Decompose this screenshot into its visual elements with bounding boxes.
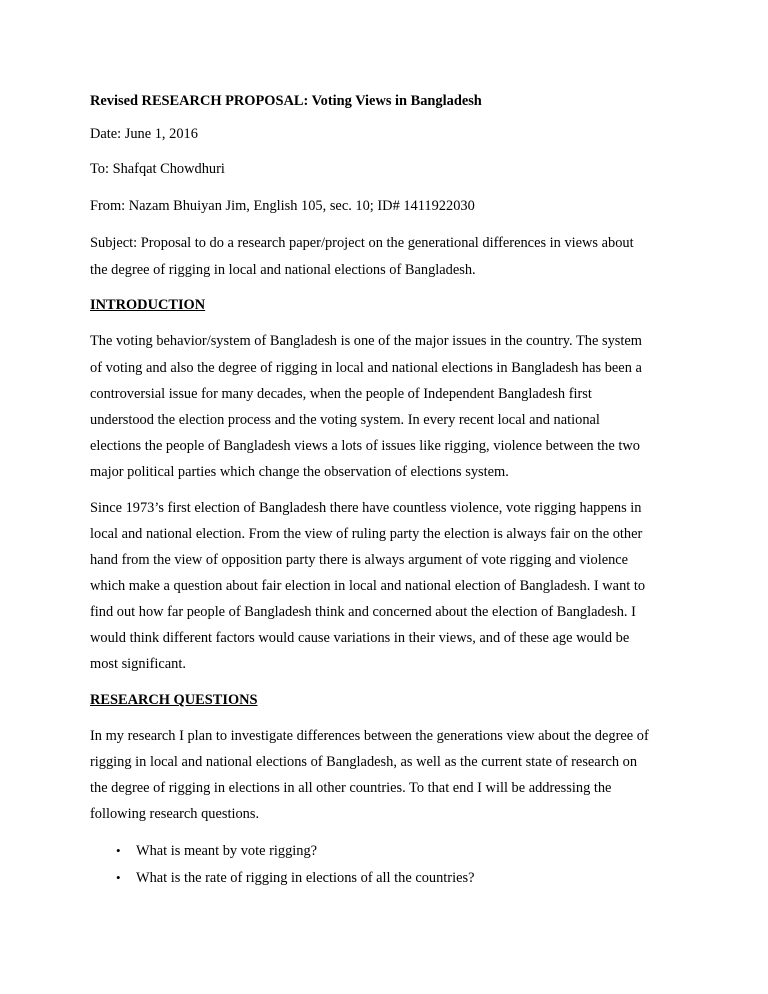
intro-paragraph-line: find out how far people of Bangladesh think and concerned about the election of Bangladesh. I — [90, 604, 636, 620]
intro-paragraph-line: most significant. — [90, 656, 186, 672]
subject-line: Subject: Proposal to do a research paper/project on the generational differences in views about — [90, 235, 634, 251]
bullet-icon: • — [116, 870, 121, 885]
intro-paragraph-line: of voting and also the degree of rigging in local and national elections in Bangladesh has been a — [90, 360, 642, 376]
proposal-title: Revised RESEARCH PROPOSAL: Voting Views in Bangladesh — [90, 93, 482, 109]
intro-paragraph-line: would think different factors would cause variations in their views, and of these age would be — [90, 630, 630, 646]
intro-paragraph-line: Since 1973’s first election of Bangladesh there have countless violence, vote rigging happens in — [90, 500, 642, 516]
intro-paragraph-line: elections the people of Bangladesh views a lots of issues like rigging, violence between the two — [90, 438, 640, 454]
intro-paragraph-line: major political parties which change the observation of elections system. — [90, 464, 509, 480]
from-line: From: Nazam Bhuiyan Jim, English 105, sec. 10; ID# 1411922030 — [90, 198, 475, 214]
research-paragraph-line: rigging in local and national elections of Bangladesh, as well as the current state of research on — [90, 754, 638, 770]
subject-line: the degree of rigging in local and national elections of Bangladesh. — [90, 262, 476, 278]
intro-paragraph-line: understood the election process and the voting system. In every recent local and national — [90, 412, 600, 428]
intro-paragraph-line: local and national election. From the view of ruling party the election is always fair on the other — [90, 526, 643, 542]
date-line: Date: June 1, 2016 — [90, 126, 198, 142]
bullet-text: What is the rate of rigging in elections of all the countries? — [136, 870, 475, 886]
intro-paragraph-line: The voting behavior/system of Bangladesh is one of the major issues in the country. The system — [90, 333, 642, 349]
to-line: To: Shafqat Chowdhuri — [90, 161, 225, 177]
research-paragraph-line: In my research I plan to investigate differences between the generations view about the degree of — [90, 728, 649, 744]
research-questions-heading: RESEARCH QUESTIONS — [90, 692, 258, 708]
research-paragraph-line: following research questions. — [90, 806, 260, 822]
bullet-icon: • — [116, 843, 121, 858]
research-paragraph-line: the degree of rigging in elections in all other countries. To that end I will be addressing the — [90, 780, 612, 796]
intro-paragraph-line: which make a question about fair election in local and national election of Bangladesh. I want to — [90, 578, 646, 594]
intro-paragraph-line: controversial issue for many decades, when the people of Independent Bangladesh first — [90, 386, 592, 402]
intro-paragraph-line: hand from the view of opposition party there is always argument of vote rigging and violence — [90, 552, 629, 568]
bullet-text: What is meant by vote rigging? — [136, 843, 318, 859]
introduction-heading: INTRODUCTION — [90, 297, 206, 313]
